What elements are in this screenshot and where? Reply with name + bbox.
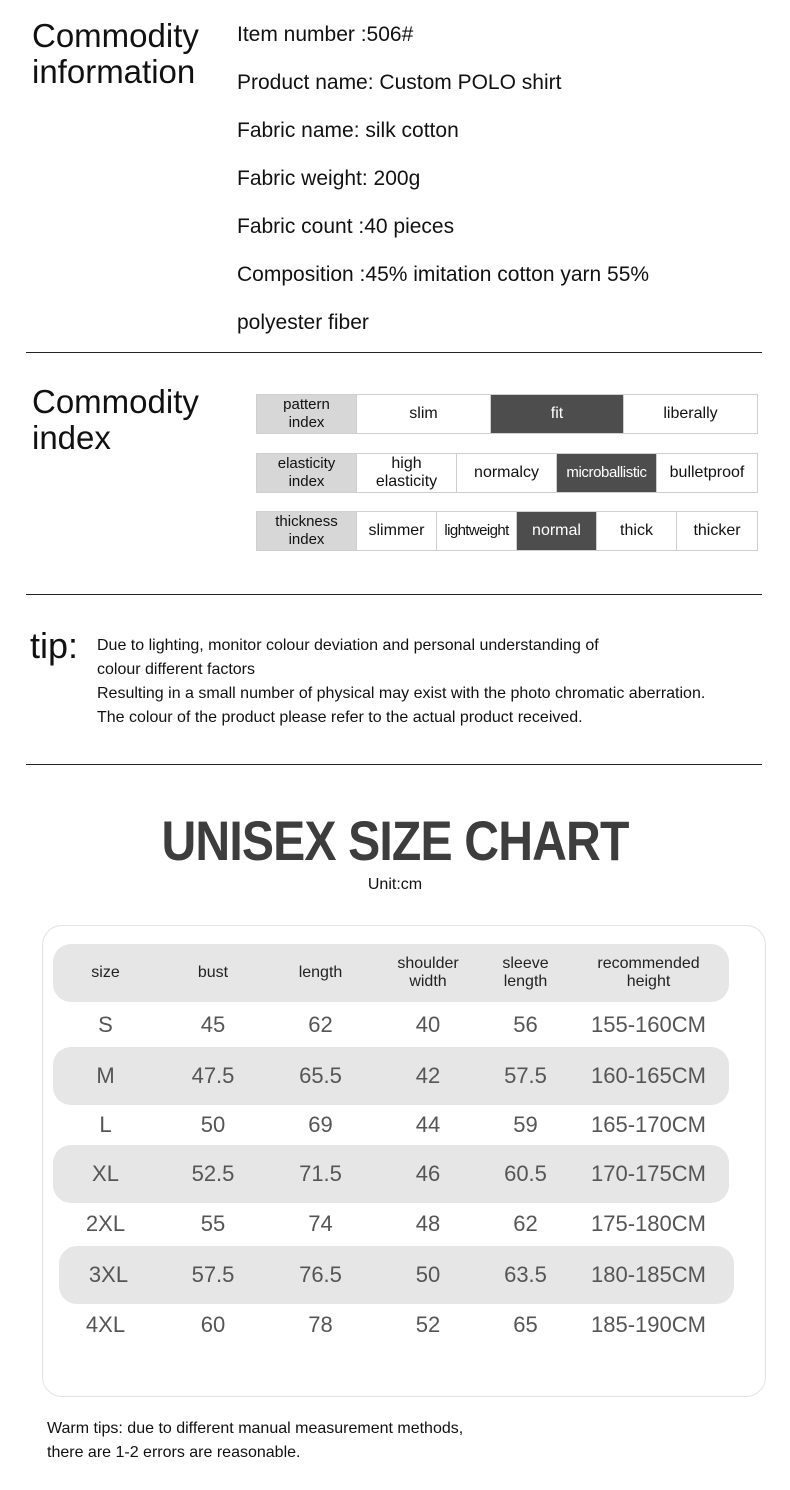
cell-bust: 47.5 <box>191 1063 235 1088</box>
cell-length: 65.5 <box>299 1063 342 1088</box>
header-recommended-height <box>568 955 729 991</box>
thickness-index-row <box>256 511 758 551</box>
cell-length: 62 <box>308 1012 333 1037</box>
cell-size: M <box>96 1063 115 1088</box>
cell-sleeve-length: 59 <box>513 1112 538 1137</box>
thickness-index-label-line2: index <box>288 531 325 548</box>
table-row <box>53 1296 729 1354</box>
thickness-option-normal-text: normal <box>532 522 581 539</box>
pattern-index-row <box>256 394 758 434</box>
cell-sleeve-length: 57.5 <box>504 1063 547 1088</box>
cell-recommended-height: 180-185CM <box>591 1262 706 1287</box>
size-chart-title: UNISEX SIZE CHART <box>161 809 629 872</box>
warm-tips <box>47 1417 463 1465</box>
cell-shoulder-width: 42 <box>415 1063 441 1088</box>
commodity-information-list <box>237 18 649 354</box>
pattern-option-liberally <box>624 395 757 433</box>
pattern-option-fit-text: fit <box>550 405 564 422</box>
cell-length: 69 <box>308 1112 333 1137</box>
elasticity-option-high-elasticity-line1: high <box>391 455 422 472</box>
commodity-information-title <box>32 18 199 90</box>
pattern-option-fit <box>491 395 624 433</box>
elasticity-option-bulletproof <box>657 454 757 492</box>
composition: Composition :45% imitation cotton yarn 55% <box>237 263 650 286</box>
thickness-index-label <box>257 512 357 550</box>
cell-bust: 50 <box>200 1112 226 1137</box>
header-size <box>53 964 158 982</box>
tip-line: Resulting in a small number of physical may exist with the photo chromatic aberration. <box>97 685 706 702</box>
cell-bust: 57.5 <box>191 1262 235 1287</box>
table-row <box>53 1195 729 1253</box>
elasticity-option-high-elasticity-line2: elasticity <box>375 473 438 490</box>
fabric-weight: Fabric weight: 200g <box>237 167 421 190</box>
commodity-index-title <box>32 384 199 456</box>
elasticity-index-label-line1: elasticity <box>277 455 336 472</box>
fabric-name: Fabric name: silk cotton <box>237 119 459 142</box>
cell-shoulder-width: 40 <box>415 1012 441 1037</box>
thickness-option-thick <box>597 512 677 550</box>
elasticity-index-label <box>257 454 357 492</box>
cell-length: 78 <box>308 1312 333 1337</box>
product-name: Product name: Custom POLO shirt <box>237 71 562 94</box>
cell-shoulder-width: 52 <box>415 1312 441 1337</box>
header-sleeve-length <box>483 955 568 991</box>
size-chart-unit: Unit:cm <box>367 876 423 893</box>
cell-bust: 60 <box>200 1312 226 1337</box>
pattern-index-label <box>257 395 357 433</box>
elasticity-index-label-line2: index <box>288 473 325 490</box>
elasticity-option-normalcy <box>457 454 557 492</box>
pattern-option-liberally-text: liberally <box>663 405 718 422</box>
item-number: Item number :506# <box>237 23 414 46</box>
commodity-information-title-line1: Commodity <box>32 17 199 54</box>
cell-shoulder-width: 46 <box>415 1161 441 1186</box>
tip-line: colour different factors <box>97 661 256 678</box>
cell-length: 76.5 <box>299 1262 342 1287</box>
cell-shoulder-width: 48 <box>415 1211 441 1236</box>
tip-text <box>97 634 705 730</box>
elasticity-option-normalcy-text: normalcy <box>474 464 539 481</box>
cell-recommended-height: 160-165CM <box>591 1063 706 1088</box>
cell-sleeve-length: 60.5 <box>504 1161 547 1186</box>
header-shoulder-width-line2: width <box>409 973 447 990</box>
cell-sleeve-length: 56 <box>513 1012 538 1037</box>
cell-bust: 55 <box>200 1211 226 1236</box>
divider <box>26 352 762 353</box>
cell-recommended-height: 155-160CM <box>591 1012 706 1037</box>
commodity-information-title-line2: information <box>32 53 196 90</box>
table-row <box>53 996 729 1054</box>
elasticity-option-microballistic-text: microballistic <box>566 464 647 481</box>
divider <box>26 764 762 765</box>
thickness-option-thicker <box>677 512 757 550</box>
elasticity-option-bulletproof-text: bulletproof <box>669 464 745 481</box>
tip-label: tip: <box>30 625 79 666</box>
cell-size: XL <box>92 1161 119 1186</box>
commodity-index-title-line1: Commodity <box>32 383 199 420</box>
size-chart-header-row <box>53 944 729 1002</box>
cell-sleeve-length: 65 <box>513 1312 538 1337</box>
header-length <box>268 964 373 982</box>
thickness-option-thicker-text: thicker <box>693 522 741 539</box>
header-shoulder-width <box>373 955 483 991</box>
divider <box>26 594 762 595</box>
cell-length: 74 <box>308 1211 333 1236</box>
header-bust-text: bust <box>197 964 229 981</box>
pattern-option-slim <box>357 395 491 433</box>
header-bust <box>158 964 268 982</box>
fabric-count: Fabric count :40 pieces <box>237 215 455 238</box>
cell-size: 4XL <box>85 1312 126 1337</box>
cell-length: 71.5 <box>299 1161 342 1186</box>
header-recommended-height-line2: height <box>626 973 671 990</box>
header-recommended-height-line1: recommended <box>597 955 700 972</box>
commodity-index-title-line2: index <box>32 419 111 456</box>
cell-sleeve-length: 63.5 <box>504 1262 547 1287</box>
thickness-option-normal <box>517 512 597 550</box>
composition-continued: polyester fiber <box>237 311 369 334</box>
thickness-option-slimmer-text: slimmer <box>368 522 425 539</box>
cell-recommended-height: 170-175CM <box>591 1161 706 1186</box>
warm-tips-line: Warm tips: due to different manual measurement methods, <box>47 1420 464 1437</box>
cell-recommended-height: 175-180CM <box>591 1211 706 1236</box>
pattern-index-label-line2: index <box>288 414 325 431</box>
cell-shoulder-width: 44 <box>415 1112 441 1137</box>
cell-bust: 45 <box>200 1012 226 1037</box>
elasticity-option-microballistic <box>557 454 657 492</box>
cell-size: 2XL <box>85 1211 126 1236</box>
header-shoulder-width-line1: shoulder <box>397 955 459 972</box>
cell-bust: 52.5 <box>191 1161 235 1186</box>
thickness-option-lightweight-text: lightweight <box>444 522 509 539</box>
header-sleeve-length-line2: length <box>503 973 548 990</box>
elasticity-option-high-elasticity <box>357 454 457 492</box>
cell-size: S <box>98 1012 113 1037</box>
thickness-option-slimmer <box>357 512 437 550</box>
elasticity-index-row <box>256 453 758 493</box>
cell-size: L <box>99 1112 112 1137</box>
pattern-index-label-line1: pattern <box>283 396 330 413</box>
cell-shoulder-width: 50 <box>415 1262 441 1287</box>
thickness-option-lightweight <box>437 512 517 550</box>
tip-line: The colour of the product please refer to the actual product received. <box>97 709 583 726</box>
thickness-option-thick-text: thick <box>620 522 653 539</box>
header-sleeve-length-line1: sleeve <box>502 955 549 972</box>
cell-recommended-height: 165-170CM <box>591 1112 706 1137</box>
cell-size: 3XL <box>88 1262 129 1287</box>
cell-recommended-height: 185-190CM <box>591 1312 706 1337</box>
thickness-index-label-line1: thickness <box>275 513 338 530</box>
warm-tips-line: there are 1-2 errors are reasonable. <box>47 1444 301 1461</box>
pattern-option-slim-text: slim <box>409 405 438 422</box>
tip-line: Due to lighting, monitor colour deviation and personal understanding of <box>97 637 599 654</box>
header-length-text: length <box>298 964 343 981</box>
header-size-text: size <box>91 964 120 981</box>
cell-sleeve-length: 62 <box>513 1211 538 1236</box>
